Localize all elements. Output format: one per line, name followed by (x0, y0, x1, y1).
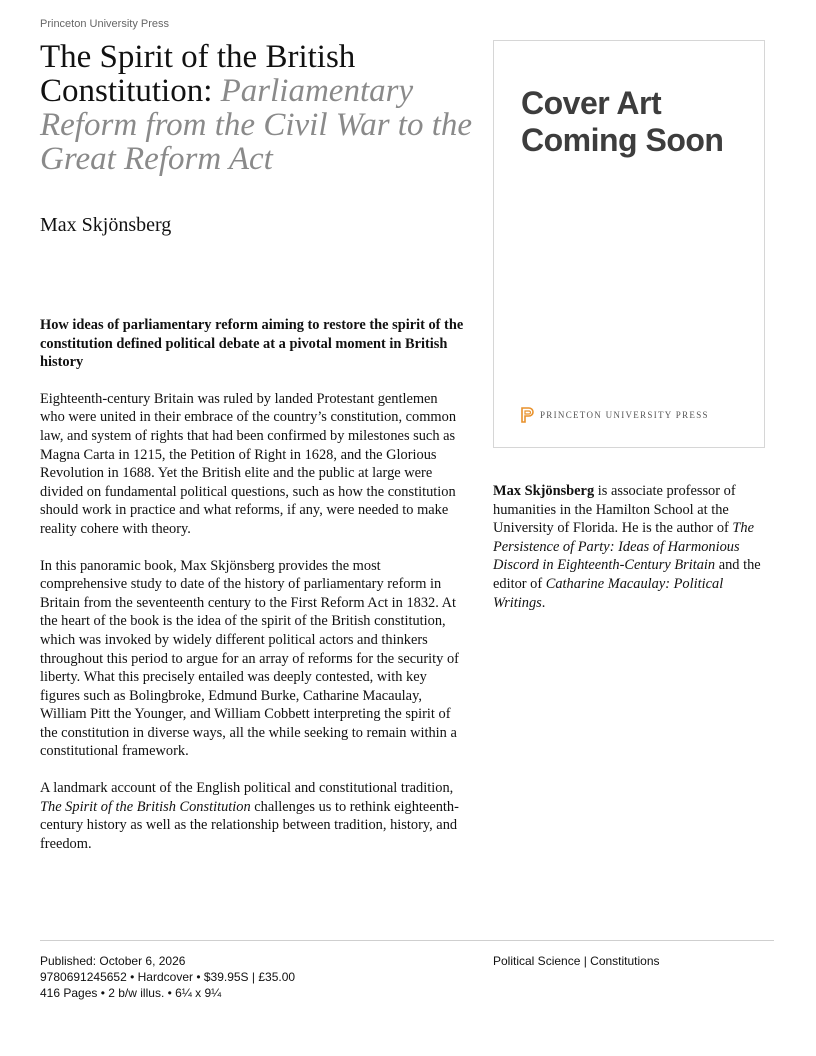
publisher-logo-text: PRINCETON UNIVERSITY PRESS (540, 410, 709, 420)
subject-categories: Political Science | Constitutions (493, 954, 660, 968)
isbn-price: 9780691245652 • Hardcover • $39.95S | £35.00 (40, 970, 296, 984)
princeton-p-logo-icon (521, 407, 535, 423)
title-main: The Spirit of the British Constitution: (40, 39, 356, 109)
author-bio (493, 482, 773, 612)
bio-author-name: Max Skjönsberg (493, 483, 595, 499)
footer-divider (40, 940, 774, 941)
bio-book-2: Catharine Macaulay: Political Writings (493, 575, 724, 611)
cover-art-placeholder (493, 40, 765, 448)
publisher-header: Princeton University Press (40, 18, 169, 30)
book-title (40, 40, 480, 176)
bio-text-2: and the editor of (493, 557, 761, 592)
publication-details (40, 953, 295, 1001)
description-paragraph-2: In this panoramic book, Max Skjönsberg provides the most comprehensive study to date of the history of parliamentary reform in Britain from the seventeenth century to the First Reform Act in 1832. At the heart of the book is the idea of the spirit of the British constitution, which was invoked by widely different political actors and thinkers throughout this period to argue for an array of reforms for the security of liberty. What this precisely entailed was deeply contested, with key figures such as Bolingbroke, Edmund Burke, Catharine Macaulay, William Pitt the Younger, and William Cobbett interpreting the spirit of the constitution in diverse ways, all the while seeking to remain within a constitutional framework. (40, 557, 459, 760)
bio-text-3: . (541, 594, 546, 611)
book-author: Max Skjönsberg (40, 214, 172, 236)
book-title-reference: The Spirit of the British Constitution (40, 798, 251, 815)
bio-book-1: The Persistence of Party: Ideas of Harmonious Discord in Eighteenth-Century Britain (493, 520, 754, 574)
page-count-dimensions: 416 Pages • 2 b/w illus. • 6¼ x 9¼ (40, 986, 222, 1000)
cover-placeholder-text: Cover Art Coming Soon (521, 85, 724, 158)
publisher-logo (521, 407, 709, 423)
paragraph-3-intro: A landmark account of the English political and constitutional tradition, (40, 780, 454, 797)
description-paragraph-3 (40, 779, 464, 853)
publication-date: Published: October 6, 2026 (40, 954, 186, 968)
paragraph-3-outro: challenges us to rethink eighteenth-century history as well as the relationship between tradition, history, and freedom. (40, 798, 459, 852)
book-subtitle: Parliamentary Reform from the Civil War to the Great Reform Act (40, 73, 473, 177)
description-paragraph-1: Eighteenth-century Britain was ruled by landed Protestant gentlemen who were united in their embrace of the country’s constitution, common law, and system of rights that had been confirmed by milestones such as Magna Carta in 1215, the Petition of Right in 1628, and the Glorious Revolution in 1688. Yet the British elite and the public at large were divided on fundamental political questions, such as how the constitution should work in practice and what reforms, if any, were needed to make reality cohere with theory. (40, 390, 457, 537)
book-description (40, 316, 464, 871)
description-tagline: How ideas of parliamentary reform aiming to restore the spirit of the constitution defined political debate at a pivotal moment in British history (40, 317, 464, 371)
bio-text-1: is associate professor of humanities in the Hamilton School at the University of Florida. He is the author of (493, 483, 736, 537)
